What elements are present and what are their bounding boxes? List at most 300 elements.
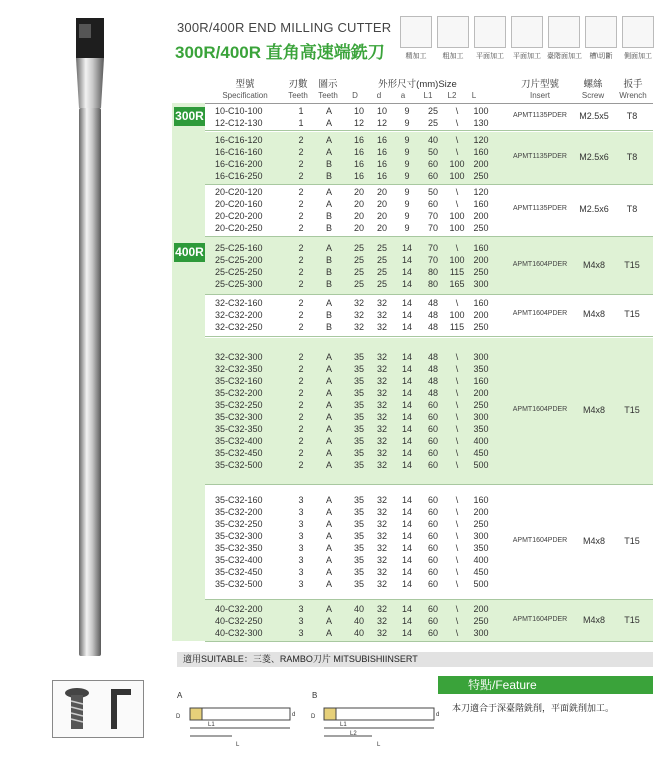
cell-teeth: 3 xyxy=(298,507,304,517)
table-row xyxy=(205,186,653,198)
cell-L2: \ xyxy=(455,242,459,253)
cell-L1: 60 xyxy=(427,460,438,470)
cell-L2: \ xyxy=(455,627,459,638)
cell-L2: 100 xyxy=(449,310,465,320)
cell-spec: 35-C32-200 xyxy=(215,507,263,517)
cell-a: 9 xyxy=(404,199,410,209)
cell-a: 9 xyxy=(404,171,410,181)
cell-figure: B xyxy=(325,223,332,233)
cell-spec: 16-C16-160 xyxy=(215,147,263,157)
cell-L1: 60 xyxy=(427,424,438,434)
cell-teeth: 2 xyxy=(298,223,304,233)
cell-D: 35 xyxy=(353,567,364,577)
col-insert-cn: 刀片型號 xyxy=(520,79,559,90)
cell-figure: A xyxy=(325,603,332,614)
table-row xyxy=(205,170,653,182)
operation-icon xyxy=(400,16,432,48)
cell-figure: B xyxy=(325,211,332,221)
cell-teeth: 3 xyxy=(298,519,304,529)
screw-icon xyxy=(65,688,89,729)
cell-D: 35 xyxy=(353,531,364,541)
cell-d: 32 xyxy=(376,627,387,638)
cell-figure: A xyxy=(325,298,332,308)
cell-figure: A xyxy=(325,400,332,410)
cell-d: 32 xyxy=(376,412,387,422)
cell-L2: \ xyxy=(455,400,459,410)
cell-L2: 100 xyxy=(449,159,465,169)
cell-L1: 60 xyxy=(427,567,438,577)
cell-L: 400 xyxy=(473,555,489,565)
cell-d: 32 xyxy=(376,448,387,458)
cell-L: 350 xyxy=(473,424,489,434)
cell-d: 25 xyxy=(376,278,387,289)
cell-figure: A xyxy=(325,242,332,253)
operation-icon xyxy=(474,16,506,48)
col-spec-cn: 型號 xyxy=(235,79,255,90)
cell-d: 25 xyxy=(376,254,387,265)
screw-size: M4x8 xyxy=(582,614,605,625)
cell-L: 500 xyxy=(473,460,489,470)
table-row xyxy=(205,278,653,290)
table-row xyxy=(205,321,653,333)
cell-L1: 60 xyxy=(427,412,438,422)
table-row xyxy=(205,435,653,447)
cell-teeth: 2 xyxy=(298,199,304,209)
table-row xyxy=(205,363,653,375)
cell-spec: 25-C25-160 xyxy=(215,242,263,253)
operation-label: 平面加工 xyxy=(513,53,541,60)
cell-a: 14 xyxy=(401,555,412,565)
cell-figure: A xyxy=(325,460,332,470)
cell-d: 32 xyxy=(376,436,387,446)
cell-L1: 25 xyxy=(427,118,438,128)
cell-L: 200 xyxy=(473,254,489,265)
cell-teeth: 2 xyxy=(298,159,304,169)
cell-D: 35 xyxy=(353,376,364,386)
title-en: 300R/400R END MILLING CUTTER xyxy=(177,20,392,35)
col-insert-en: Insert xyxy=(529,91,550,100)
cell-teeth: 3 xyxy=(298,531,304,541)
cell-d: 32 xyxy=(376,519,387,529)
cell-L1: 60 xyxy=(427,627,438,638)
spec-group xyxy=(205,184,653,237)
cell-a: 14 xyxy=(401,424,412,434)
cell-figure: A xyxy=(325,519,332,529)
badge-400r: 400R xyxy=(174,243,205,262)
cell-L: 200 xyxy=(473,388,489,398)
cell-L1: 60 xyxy=(427,199,438,209)
cell-spec: 35-C32-250 xyxy=(215,400,263,410)
cell-L1: 48 xyxy=(427,388,438,398)
cell-L2: \ xyxy=(455,603,459,614)
cell-d: 20 xyxy=(376,211,387,221)
cell-a: 14 xyxy=(401,298,412,308)
operation-icon xyxy=(548,16,580,48)
cell-a: 14 xyxy=(401,579,412,589)
cell-teeth: 2 xyxy=(298,266,304,277)
cell-a: 14 xyxy=(401,519,412,529)
diagram-b-d: d xyxy=(436,712,440,718)
cell-d: 32 xyxy=(376,388,387,398)
cell-L: 300 xyxy=(473,627,489,638)
cell-d: 32 xyxy=(376,603,387,614)
cell-d: 16 xyxy=(376,147,387,157)
cell-L: 250 xyxy=(473,615,489,626)
cell-L2: 100 xyxy=(449,171,465,181)
cell-figure: A xyxy=(325,615,332,626)
cell-figure: A xyxy=(325,531,332,541)
cell-spec: 20-C20-200 xyxy=(215,211,263,221)
cell-spec: 20-C20-250 xyxy=(215,223,263,233)
cell-L1: 60 xyxy=(427,159,438,169)
cell-d: 32 xyxy=(376,579,387,589)
cell-a: 14 xyxy=(401,436,412,446)
cell-a: 14 xyxy=(401,310,412,320)
cell-d: 32 xyxy=(376,567,387,577)
col-spec-en: Specification xyxy=(222,91,268,100)
diagram-a-D: D xyxy=(176,714,181,720)
cell-D: 40 xyxy=(353,627,364,638)
cell-L1: 60 xyxy=(427,495,438,505)
cell-D: 32 xyxy=(353,298,364,308)
cell-a: 14 xyxy=(401,400,412,410)
table-row xyxy=(205,603,653,615)
cell-spec: 35-C32-400 xyxy=(215,555,263,565)
cell-a: 9 xyxy=(404,187,410,197)
cell-L: 200 xyxy=(473,159,489,169)
insert-model: APMT1604PDER xyxy=(512,310,568,317)
table-row xyxy=(205,134,653,146)
cell-teeth: 1 xyxy=(298,106,304,116)
cell-teeth: 2 xyxy=(298,211,304,221)
wrench-size: T15 xyxy=(624,536,640,546)
cell-L: 250 xyxy=(473,171,489,181)
screw-size: M2.5x5 xyxy=(579,111,609,121)
cell-teeth: 2 xyxy=(298,400,304,410)
cell-spec: 35-C32-160 xyxy=(215,376,263,386)
cell-spec: 35-C32-450 xyxy=(215,448,263,458)
cell-a: 14 xyxy=(401,603,412,614)
table-row xyxy=(205,351,653,363)
cell-teeth: 2 xyxy=(298,322,304,332)
cell-L: 250 xyxy=(473,266,489,277)
cell-L: 500 xyxy=(473,579,489,589)
table-row xyxy=(205,566,653,578)
cell-L: 200 xyxy=(473,603,489,614)
operation-4 xyxy=(510,16,544,61)
cell-d: 32 xyxy=(376,555,387,565)
cell-d: 32 xyxy=(376,310,387,320)
cell-figure: A xyxy=(325,507,332,517)
cell-L1: 60 xyxy=(427,519,438,529)
cell-L2: \ xyxy=(455,298,459,308)
cell-figure: B xyxy=(325,278,332,289)
cell-L: 120 xyxy=(473,135,489,145)
cell-d: 32 xyxy=(376,376,387,386)
wrench-size: T8 xyxy=(626,204,638,214)
cell-a: 14 xyxy=(401,364,412,374)
cell-a: 9 xyxy=(404,118,410,128)
cell-a: 14 xyxy=(401,627,412,638)
cell-L2: \ xyxy=(455,388,459,398)
operation-icon xyxy=(437,16,469,48)
cell-D: 25 xyxy=(353,266,364,277)
operation-icon xyxy=(511,16,543,48)
diagram-b-L: L xyxy=(377,742,381,748)
insert-model: APMT1604PDER xyxy=(512,615,568,623)
col-teeth-en: Teeth xyxy=(288,91,308,100)
cell-L1: 60 xyxy=(427,531,438,541)
cell-figure: A xyxy=(325,436,332,446)
operation-label: 粗加工 xyxy=(442,53,464,60)
cell-L1: 70 xyxy=(427,242,438,253)
col-teeth-cn: 刃數 xyxy=(288,79,308,90)
cell-D: 35 xyxy=(353,388,364,398)
cell-D: 20 xyxy=(353,187,364,197)
col-wrench-cn: 扳手 xyxy=(623,79,643,90)
cell-L2: \ xyxy=(455,555,459,565)
cell-figure: A xyxy=(325,135,332,145)
cell-figure: B xyxy=(325,254,332,265)
cell-D: 40 xyxy=(353,603,364,614)
cell-d: 20 xyxy=(376,187,387,197)
cell-L1: 48 xyxy=(427,298,438,308)
cell-L: 300 xyxy=(473,412,489,422)
cell-teeth: 2 xyxy=(298,376,304,386)
cell-D: 35 xyxy=(353,364,364,374)
cell-D: 35 xyxy=(353,460,364,470)
cell-teeth: 2 xyxy=(298,310,304,320)
feature-text: 本刀適合于深臺階銑削，平面銑削加工。 xyxy=(452,703,615,713)
cell-figure: A xyxy=(325,412,332,422)
cell-figure: B xyxy=(325,310,332,320)
cell-L1: 60 xyxy=(427,448,438,458)
cell-D: 35 xyxy=(353,543,364,553)
cell-spec: 32-C32-250 xyxy=(215,322,263,332)
cell-L1: 80 xyxy=(427,266,438,277)
col-fig-en: Teeth xyxy=(318,91,338,100)
cell-teeth: 2 xyxy=(298,412,304,422)
accessory-icons xyxy=(52,680,144,738)
end-mill-tool-image xyxy=(70,18,110,658)
cell-teeth: 2 xyxy=(298,352,304,362)
cell-figure: B xyxy=(325,322,332,332)
cell-L2: 100 xyxy=(449,223,465,233)
cell-a: 14 xyxy=(401,531,412,541)
cell-D: 40 xyxy=(353,615,364,626)
cell-a: 14 xyxy=(401,376,412,386)
cell-L1: 60 xyxy=(427,543,438,553)
cell-d: 32 xyxy=(376,352,387,362)
cell-spec: 35-C32-160 xyxy=(215,495,263,505)
cell-D: 20 xyxy=(353,223,364,233)
cell-figure: A xyxy=(325,579,332,589)
cell-D: 32 xyxy=(353,322,364,332)
cell-spec: 16-C16-250 xyxy=(215,171,263,181)
cell-L1: 60 xyxy=(427,555,438,565)
cell-figure: B xyxy=(325,171,332,181)
insert-model: APMT1604PDER xyxy=(512,406,568,413)
cell-figure: A xyxy=(325,627,332,638)
operation-3 xyxy=(473,16,507,61)
screw-size: M2.5x6 xyxy=(579,152,609,162)
cell-D: 32 xyxy=(353,310,364,320)
cell-D: 10 xyxy=(353,106,364,116)
cell-D: 20 xyxy=(353,199,364,209)
col-a-en: a xyxy=(400,91,406,100)
cell-a: 14 xyxy=(401,412,412,422)
insert-model: APMT1135PDER xyxy=(513,153,567,160)
cell-L1: 70 xyxy=(427,223,438,233)
cell-L1: 48 xyxy=(427,364,438,374)
cell-L1: 60 xyxy=(427,603,438,614)
cell-L: 250 xyxy=(473,322,489,332)
table-row xyxy=(205,518,653,530)
cell-spec: 35-C32-450 xyxy=(215,567,263,577)
cell-D: 12 xyxy=(353,118,364,128)
cell-L2: 115 xyxy=(449,266,465,277)
cell-L: 200 xyxy=(473,211,489,221)
cell-L2: \ xyxy=(455,412,459,422)
cell-L1: 60 xyxy=(427,400,438,410)
cell-L2: 100 xyxy=(449,254,465,265)
operation-label: 精加工 xyxy=(405,53,427,60)
cell-L2: \ xyxy=(455,436,459,446)
insert-model: APMT1604PDER xyxy=(512,260,568,268)
cell-L: 160 xyxy=(473,199,489,209)
cell-spec: 35-C32-300 xyxy=(215,412,263,422)
cell-spec: 35-C32-500 xyxy=(215,579,263,589)
cell-L: 300 xyxy=(473,352,489,362)
cell-spec: 35-C32-400 xyxy=(215,436,263,446)
cell-teeth: 3 xyxy=(298,579,304,589)
cell-spec: 35-C32-500 xyxy=(215,460,263,470)
badge-300r: 300R xyxy=(174,107,205,126)
cell-a: 14 xyxy=(401,352,412,362)
cell-figure: A xyxy=(325,543,332,553)
cell-teeth: 3 xyxy=(298,567,304,577)
cell-L1: 70 xyxy=(427,211,438,221)
cell-d: 32 xyxy=(376,615,387,626)
cell-d: 25 xyxy=(376,266,387,277)
cell-teeth: 1 xyxy=(298,118,304,128)
cell-spec: 40-C32-250 xyxy=(215,615,263,626)
table-row xyxy=(205,459,653,471)
operation-icon xyxy=(622,16,654,48)
col-l2-en: L2 xyxy=(447,91,457,100)
cell-L1: 60 xyxy=(427,615,438,626)
header-row-cn xyxy=(0,76,670,90)
col-wrench-en: Wrench xyxy=(619,91,647,100)
cell-figure: A xyxy=(325,118,332,128)
cell-spec: 32-C32-300 xyxy=(215,352,263,362)
cell-D: 35 xyxy=(353,400,364,410)
cell-spec: 40-C32-200 xyxy=(215,603,263,614)
diagram-b-letter: B xyxy=(312,691,318,700)
cell-teeth: 2 xyxy=(298,388,304,398)
cell-L2: 100 xyxy=(449,211,465,221)
operation-label: 槽\切斷 xyxy=(589,53,613,60)
cell-L2: \ xyxy=(455,543,459,553)
col-fig-cn: 圖示 xyxy=(318,79,338,90)
wrench-size: T15 xyxy=(624,614,640,625)
cell-spec: 35-C32-350 xyxy=(215,424,263,434)
spec-group xyxy=(205,485,653,600)
cell-L2: \ xyxy=(455,199,459,209)
cell-figure: A xyxy=(325,495,332,505)
cell-D: 35 xyxy=(353,352,364,362)
suitable-bar: 適用SUITABLE：三菱、RAMBO刀片 MITSUBISHIINSERT xyxy=(177,652,653,667)
cell-L2: \ xyxy=(455,187,459,197)
cell-a: 14 xyxy=(401,266,412,277)
cell-L1: 70 xyxy=(427,254,438,265)
screw-size: M4x8 xyxy=(582,405,605,415)
table-row xyxy=(205,297,653,309)
table-row xyxy=(205,222,653,234)
cell-spec: 32-C32-200 xyxy=(215,310,263,320)
col-l1-en: L1 xyxy=(423,91,433,100)
cell-a: 14 xyxy=(401,388,412,398)
operation-label: 臺階面加工 xyxy=(547,53,582,60)
cell-spec: 25-C25-250 xyxy=(215,266,263,277)
cell-D: 25 xyxy=(353,242,364,253)
operation-label: 平面加工 xyxy=(476,53,504,60)
wrench-icon xyxy=(111,689,131,729)
cell-d: 16 xyxy=(376,171,387,181)
cell-L1: 25 xyxy=(427,106,438,116)
diagram-b-L2: L2 xyxy=(350,731,357,737)
cell-L1: 40 xyxy=(427,135,438,145)
col-l-en: L xyxy=(471,91,477,100)
cell-L2: \ xyxy=(455,448,459,458)
cell-d: 16 xyxy=(376,159,387,169)
feature-title: 特點/Feature xyxy=(438,676,653,694)
table-row xyxy=(205,627,653,639)
cell-d: 32 xyxy=(376,322,387,332)
cell-a: 14 xyxy=(401,448,412,458)
cell-teeth: 2 xyxy=(298,278,304,289)
cell-figure: A xyxy=(325,388,332,398)
table-row xyxy=(205,578,653,590)
diagram-a-d: d xyxy=(292,712,296,718)
cell-d: 32 xyxy=(376,400,387,410)
cell-figure: A xyxy=(325,147,332,157)
diagram-a-letter: A xyxy=(177,691,183,700)
cell-spec: 32-C32-160 xyxy=(215,298,263,308)
cell-d: 32 xyxy=(376,460,387,470)
cell-D: 25 xyxy=(353,254,364,265)
cell-D: 20 xyxy=(353,211,364,221)
insert-model: APMT1135PDER xyxy=(513,112,567,119)
operation-icon xyxy=(585,16,617,48)
cell-figure: A xyxy=(325,187,332,197)
cell-L: 450 xyxy=(473,567,489,577)
cell-L: 160 xyxy=(473,147,489,157)
cell-D: 35 xyxy=(353,519,364,529)
cell-spec: 35-C32-250 xyxy=(215,519,263,529)
cell-spec: 10-C10-100 xyxy=(215,106,263,116)
cell-figure: A xyxy=(325,364,332,374)
cell-L2: \ xyxy=(455,135,459,145)
cell-d: 32 xyxy=(376,364,387,374)
cell-L1: 48 xyxy=(427,376,438,386)
operation-label: 側面加工 xyxy=(624,53,652,60)
cell-L: 160 xyxy=(473,242,489,253)
wrench-size: T8 xyxy=(626,152,638,162)
cell-L2: \ xyxy=(455,364,459,374)
cell-a: 14 xyxy=(401,322,412,332)
cell-D: 35 xyxy=(353,424,364,434)
